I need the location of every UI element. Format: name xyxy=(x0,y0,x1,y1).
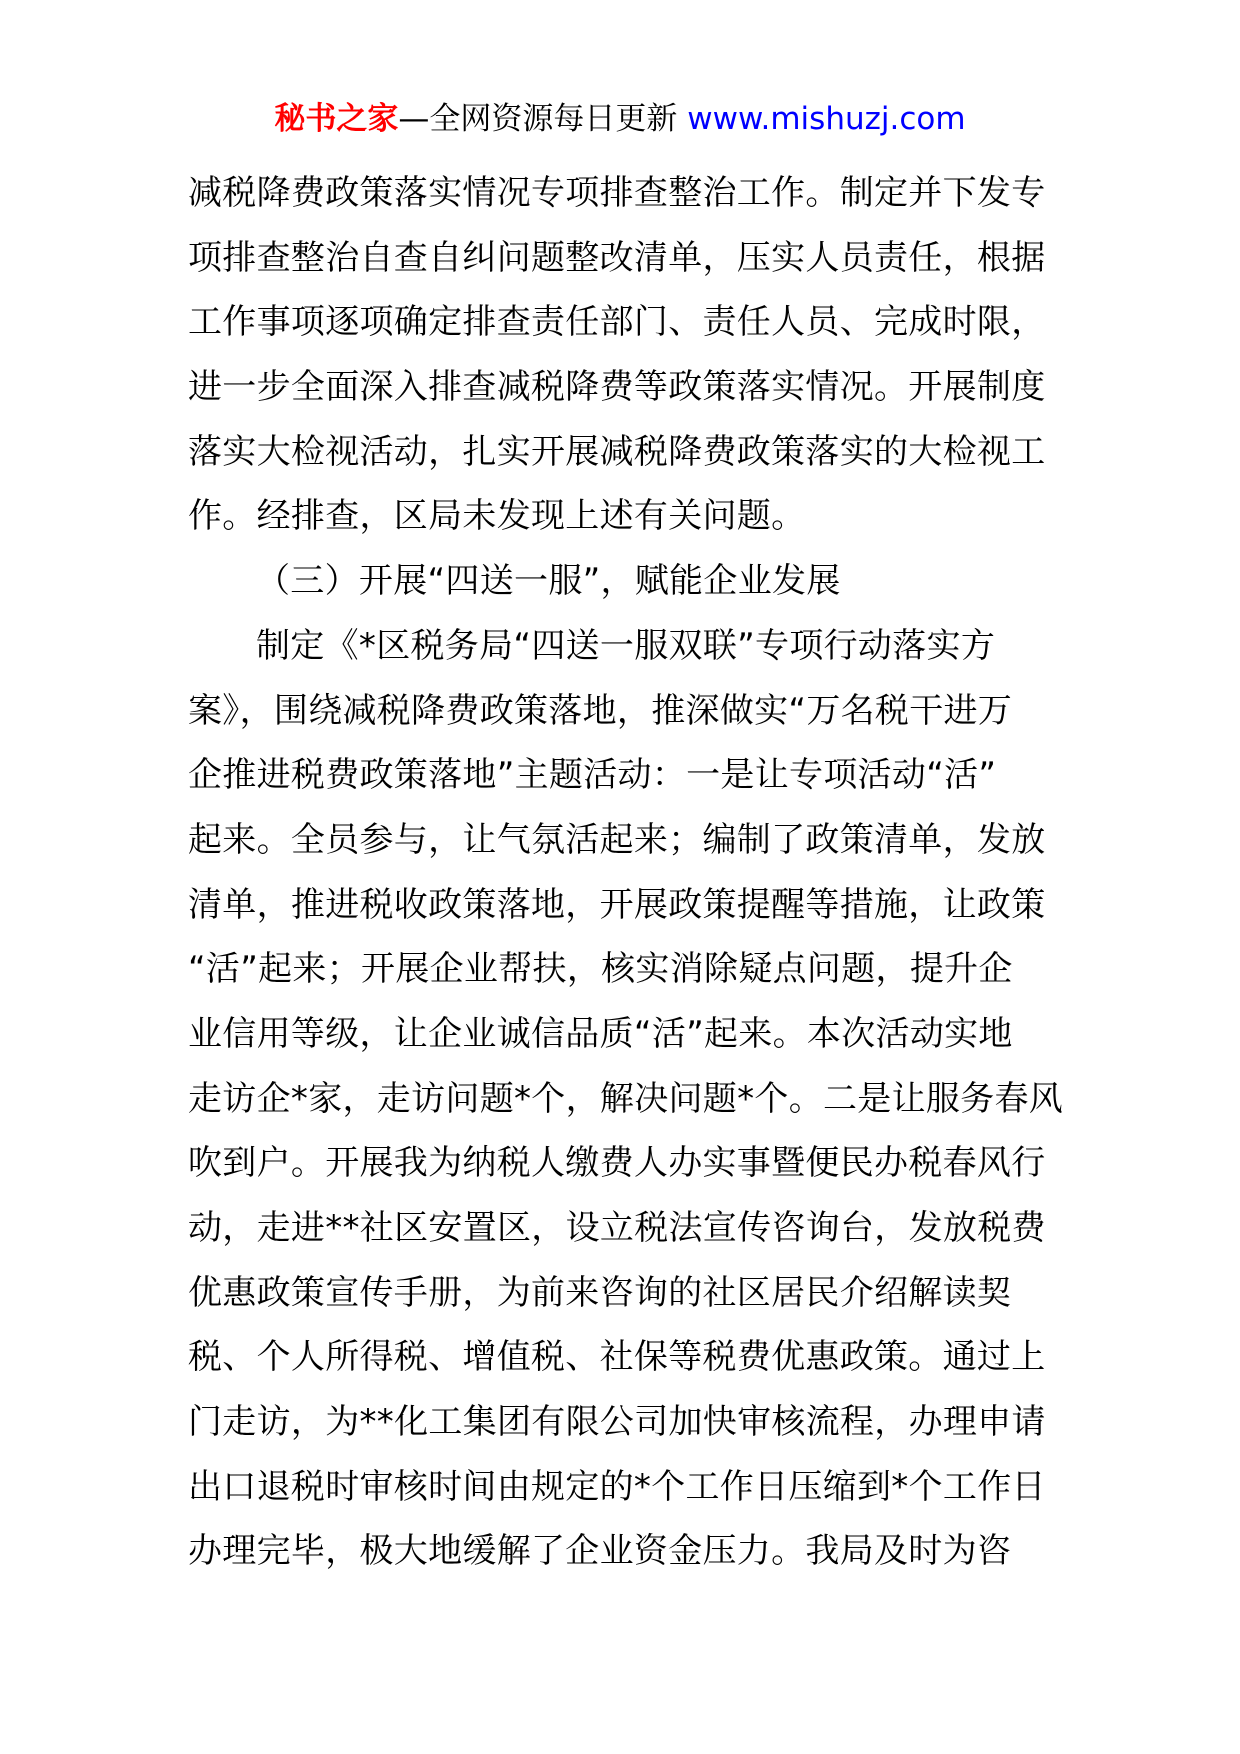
page-header xyxy=(0,97,1240,141)
paragraph-line: 门走访，为**化工集团有限公司加快审核流程，办理申请 xyxy=(188,1402,1046,1443)
paragraph-line: 走访企*家，走访问题*个，解决问题*个。二是让服务春风 xyxy=(188,1078,1064,1119)
paragraph-line: 案》，围绕减税降费政策落地，推深做实“万名税干进万 xyxy=(188,690,1013,731)
paragraph-line: 出口退税时审核时间由规定的*个工作日压缩到*个工作日 xyxy=(188,1466,1046,1507)
site-brand: 秘书之家 xyxy=(274,101,399,137)
paragraph-line: 企推进税费政策落地”主题活动：一是让专项活动“活” xyxy=(188,755,997,796)
paragraph-line: 清单，推进税收政策落地，开展政策提醒等措施，让政策 xyxy=(188,884,1046,925)
paragraph-line: 吹到户。开展我为纳税人缴费人办实事暨便民办税春风行 xyxy=(188,1143,1046,1184)
paragraph-line: 税、个人所得税、增值税、社保等税费优惠政策。通过上 xyxy=(188,1337,1046,1378)
paragraph-line: 业信用等级，让企业诚信品质“活”起来。本次活动实地 xyxy=(188,1013,1013,1054)
paragraph-line: 项排查整治自查自纠问题整改清单，压实人员责任，根据 xyxy=(188,237,1046,278)
paragraph-line: 工作事项逐项确定排查责任部门、责任人员、完成时限， xyxy=(188,302,1046,343)
paragraph-line: 办理完毕，极大地缓解了企业资金压力。我局及时为咨 xyxy=(188,1531,1012,1572)
paragraph-line: 优惠政策宣传手册，为前来咨询的社区居民介绍解读契 xyxy=(188,1272,1012,1313)
paragraph-line: 作。经排查，区局未发现上述有关问题。 xyxy=(188,496,806,537)
paragraph-line: 减税降费政策落实情况专项排查整治工作。制定并下发专 xyxy=(188,173,1046,213)
paragraph-line: 落实大检视活动，扎实开展减税降费政策落实的大检视工 xyxy=(188,431,1046,472)
document-body xyxy=(188,161,1064,1584)
paragraph-line: 进一步全面深入排查减税降费等政策落实情况。开展制度 xyxy=(188,367,1046,408)
paragraph-line: 制定《*区税务局“四送一服双联”专项行动落实方 xyxy=(256,625,996,666)
section-heading: （三）开展“四送一服”，赋能企业发展 xyxy=(256,561,841,602)
paragraph-line: “活”起来；开展企业帮扶，核实消除疑点问题，提升企 xyxy=(188,949,1013,990)
paragraph-line: 动，走进**社区安置区，设立税法宣传咨询台，发放税费 xyxy=(188,1208,1046,1248)
site-tagline: —全网资源每日更新 xyxy=(398,101,678,137)
site-url-link[interactable]: www.mishuzj.com xyxy=(687,101,966,137)
paragraph-line: 起来。全员参与，让气氛活起来；编制了政策清单，发放 xyxy=(188,819,1046,860)
